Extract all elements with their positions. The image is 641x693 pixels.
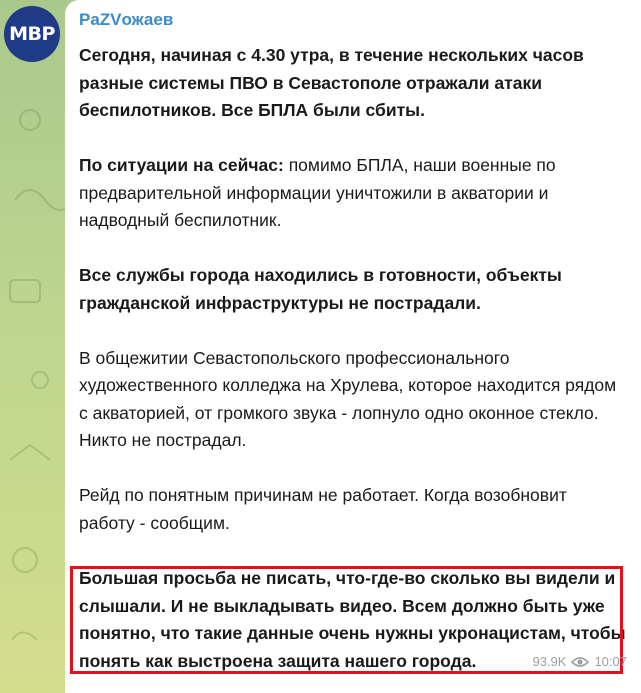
paragraph-3: Все службы города находились в готовности, объекты гражданской инфраструктуры не пострадали. xyxy=(79,265,562,313)
paragraph-1: Сегодня, начиная с 4.30 утра, в течение нескольких часов разные системы ПВО в Севастополе отражали атаки беспилотников. Все БПЛА были сбиты. xyxy=(79,45,584,120)
views-count: 93.9K xyxy=(532,654,567,669)
highlighted-paragraph: Большая просьба не писать, что-где-во сколько вы видели и слышали. И не выкладывать видео. Всем должно быть уже понятно, что такие данные очень нужны укронацистам, чтобы понять как выстроена защита нашего города. xyxy=(79,568,626,671)
message-time: 10:07 xyxy=(594,654,627,669)
message-text xyxy=(79,42,627,537)
eye-icon xyxy=(571,656,589,668)
channel-name[interactable]: PaZVожаев xyxy=(79,10,174,29)
message-meta xyxy=(532,654,627,669)
paragraph-4: В общежитии Севастопольского профессионального художественного колледжа на Хрулева, которое находится рядом с акваторией, от громкого звука - лопнуло одно оконное стекло. Никто не пострадал. xyxy=(79,347,617,450)
channel-avatar[interactable] xyxy=(4,6,60,62)
paragraph-2: По ситуации на сейчас: помимо БПЛА, наши военные по предварительной информации уничтожили в акватории и надводный беспилотник. xyxy=(79,155,556,230)
paragraph-5: Рейд по понятным причинам не работает. Когда возобновит работу - сообщим. xyxy=(79,485,567,533)
avatar-logo-text: MBP xyxy=(9,23,55,45)
